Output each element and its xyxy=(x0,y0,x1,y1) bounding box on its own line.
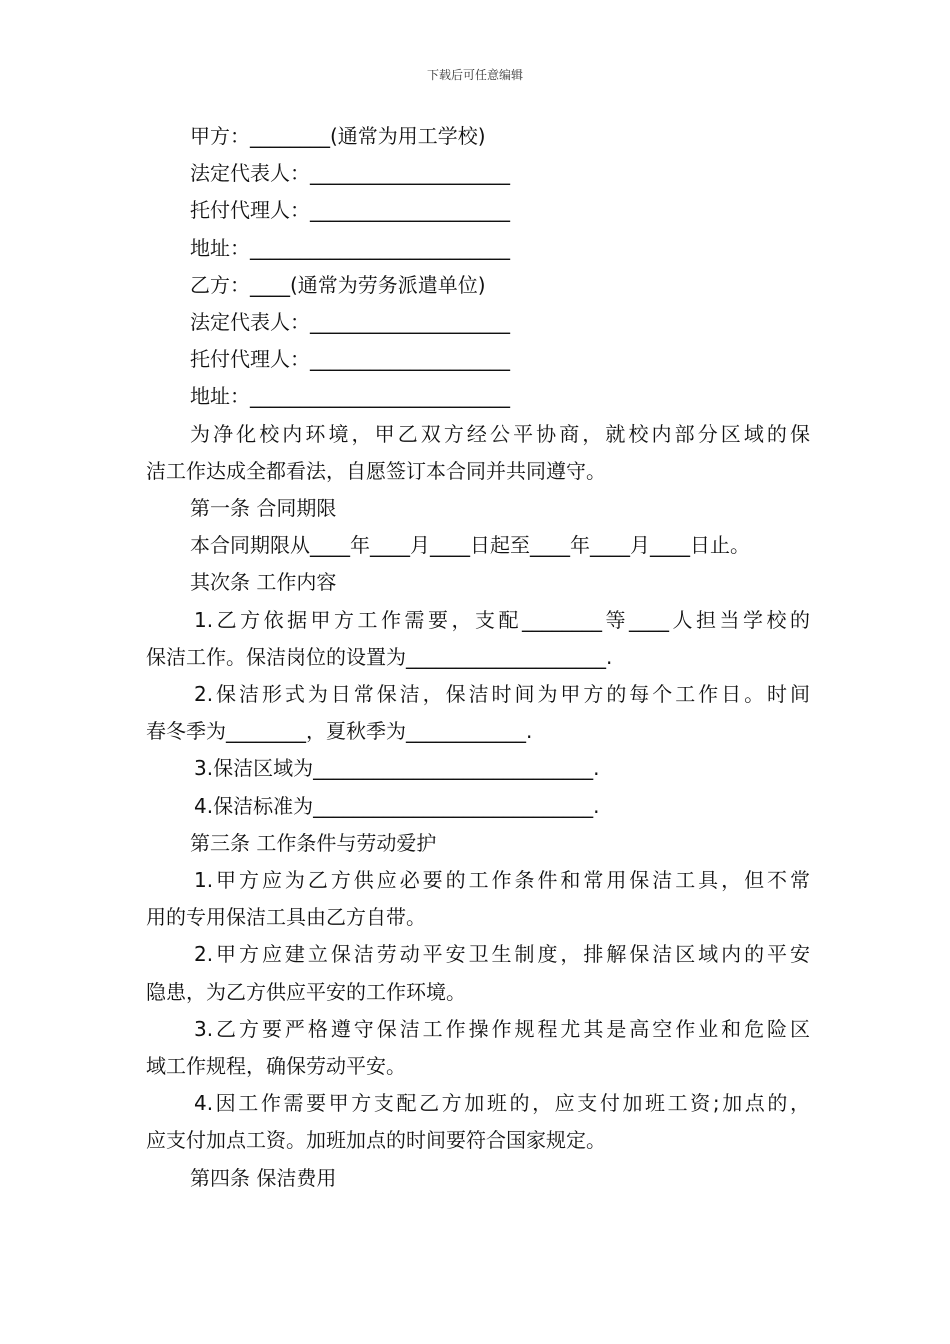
contract-line: 域工作规程，确保劳动平安。 xyxy=(146,1054,406,1079)
contract-line: 法定代表人：____________________ xyxy=(190,161,510,186)
contract-line: 托付代理人：____________________ xyxy=(190,347,510,372)
contract-line: 地址：__________________________ xyxy=(190,235,510,260)
contract-line: 保洁工作。保洁岗位的设置为____________________. xyxy=(146,644,613,669)
contract-line: 地址：__________________________ xyxy=(190,384,510,409)
contract-line: 3.乙方要严格遵守保洁工作操作规程尤其是高空作业和危险区 xyxy=(194,1016,810,1041)
contract-line: 本合同期限从____年____月____日起至____年____月____日止。 xyxy=(190,533,750,558)
contract-line: 4.保洁标准为____________________________. xyxy=(194,793,600,818)
contract-line: 乙方：____(通常为劳务派遣单位) xyxy=(190,272,486,297)
contract-line: 甲方：________(通常为用工学校) xyxy=(190,124,486,148)
contract-line: 用的专用保洁工具由乙方自带。 xyxy=(146,905,426,930)
contract-line: 4.因工作需要甲方支配乙方加班的，应支付加班工资;加点的， xyxy=(194,1091,810,1116)
contract-line: 第三条 工作条件与劳动爱护 xyxy=(190,830,437,855)
contract-line: 2.甲方应建立保洁劳动平安卫生制度，排解保洁区域内的平安 xyxy=(194,942,810,967)
contract-line: 3.保洁区域为____________________________. xyxy=(194,756,600,781)
contract-line: 洁工作达成全都看法，自愿签订本合同并共同遵守。 xyxy=(146,458,606,483)
contract-line: 托付代理人：____________________ xyxy=(190,198,510,223)
contract-line: 法定代表人：____________________ xyxy=(190,310,510,335)
contract-line: 为净化校内环境，甲乙双方经公平协商，就校内部分区域的保 xyxy=(190,421,810,446)
contract-line: 应支付加点工资。加班加点的时间要符合国家规定。 xyxy=(146,1128,606,1153)
contract-body xyxy=(146,118,810,1197)
contract-line: 1.甲方应为乙方供应必要的工作条件和常用保洁工具，但不常 xyxy=(194,868,810,893)
contract-line: 隐患，为乙方供应平安的工作环境。 xyxy=(146,979,466,1004)
contract-line: 第四条 保洁费用 xyxy=(190,1165,337,1190)
contract-line: 春冬季为________，夏秋季为____________. xyxy=(146,719,533,744)
contract-line: 第一条 合同期限 xyxy=(190,496,337,521)
contract-line: 2.保洁形式为日常保洁，保洁时间为甲方的每个工作日。时间 xyxy=(194,682,810,707)
page-header: 下载后可任意编辑 xyxy=(426,68,523,82)
contract-line: 1.乙方依据甲方工作需要，支配________等____人担当学校的 xyxy=(194,607,810,632)
contract-line: 其次条 工作内容 xyxy=(190,570,337,595)
